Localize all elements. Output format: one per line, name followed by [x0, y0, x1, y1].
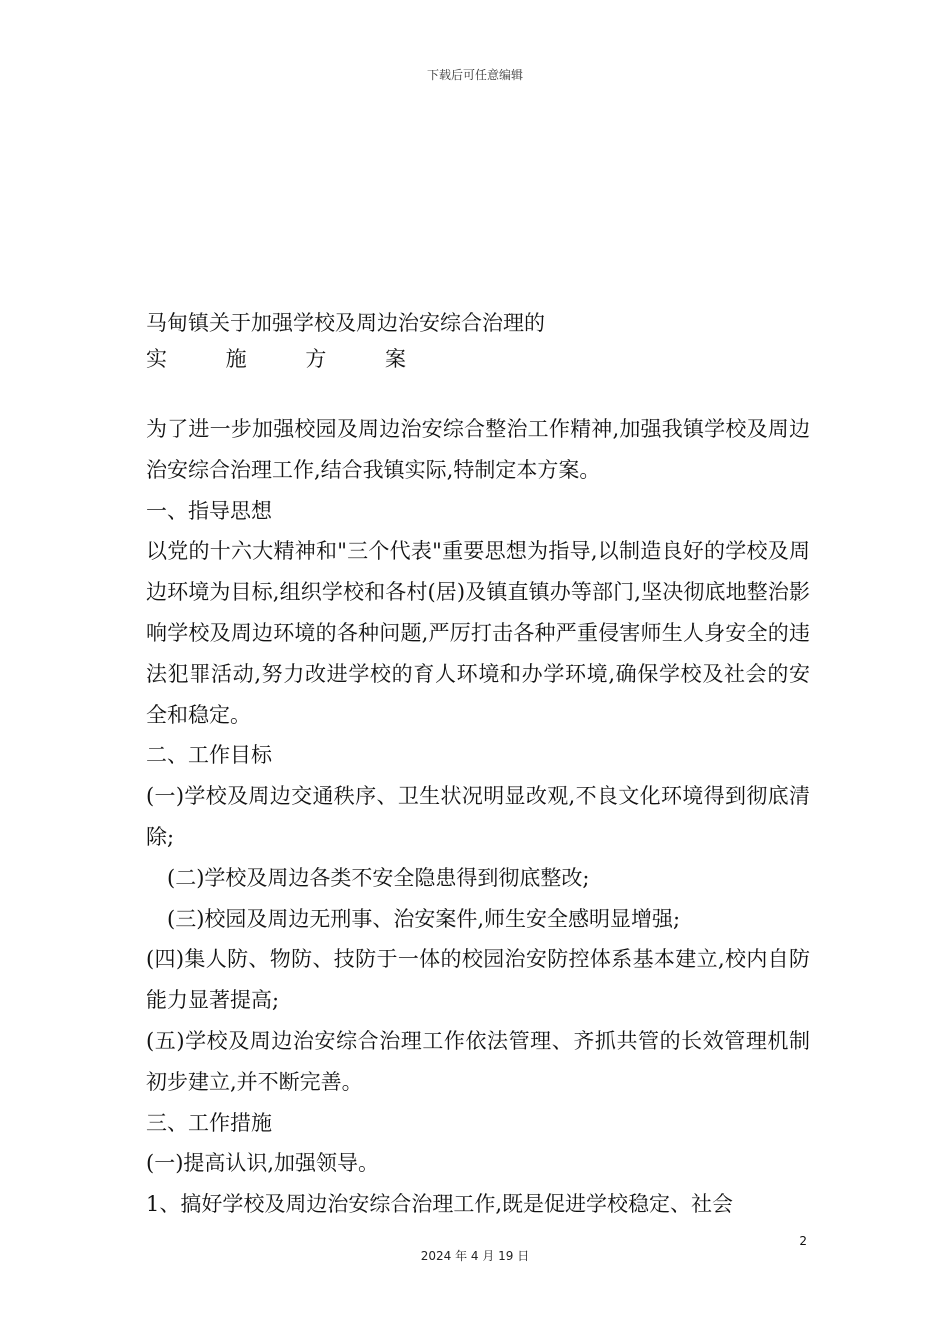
- paragraph: 为了进一步加强校园及周边治安综合整治工作精神,加强我镇学校及周边治安综合治理工作,结合我镇实际,特制定本方案。: [146, 417, 810, 482]
- page-footer-date: 2024 年 4 月 19 日: [420, 1249, 530, 1263]
- document-body: [146, 305, 810, 1225]
- paragraph-list: [146, 409, 810, 1225]
- paragraph: (三)校园及周边无刑事、治安案件,师生安全感明显增强;: [167, 906, 681, 931]
- section-heading: 一、指导思想: [146, 498, 272, 523]
- section-heading: 三、工作措施: [146, 1110, 272, 1135]
- paragraph: (一)提高认识,加强领导。: [146, 1151, 380, 1176]
- subtitle-char: 施: [225, 347, 247, 371]
- document-subtitle: [146, 341, 406, 377]
- page-header: 下载后可任意编辑: [426, 68, 523, 82]
- paragraph: (一)学校及周边交通秩序、卫生状况明显改观,不良文化环境得到彻底清除;: [146, 784, 810, 849]
- subtitle-char: 案: [384, 347, 406, 371]
- section-heading: 二、工作目标: [146, 743, 272, 768]
- paragraph: 以党的十六大精神和"三个代表"重要思想为指导,以制造良好的学校及周边环境为目标,组织学校和各村(居)及镇直镇办等部门,坚决彻底地整治影响学校及周边环境的各种问题,严厉打击各种严重侵害师生人身安全的违法犯罪活动,努力改进学校的育人环境和办学环境,确保学校及社会的安全和稳定。: [146, 539, 810, 727]
- document-title: 马甸镇关于加强学校及周边治安综合治理的: [146, 311, 545, 335]
- page-number: 2: [799, 1234, 807, 1248]
- paragraph: (四)集人防、物防、技防于一体的校园治安防控体系基本建立,校内自防能力显著提高;: [146, 947, 810, 1013]
- paragraph: (五)学校及周边治安综合治理工作依法管理、齐抓共管的长效管理机制初步建立,并不断完善。: [146, 1028, 810, 1094]
- paragraph: (二)学校及周边各类不安全隐患得到彻底整改;: [167, 865, 590, 890]
- subtitle-char: 方: [305, 347, 327, 371]
- paragraph: 1、搞好学校及周边治安综合治理工作,既是促进学校稳定、社会: [146, 1192, 734, 1217]
- subtitle-char: 实: [146, 347, 167, 371]
